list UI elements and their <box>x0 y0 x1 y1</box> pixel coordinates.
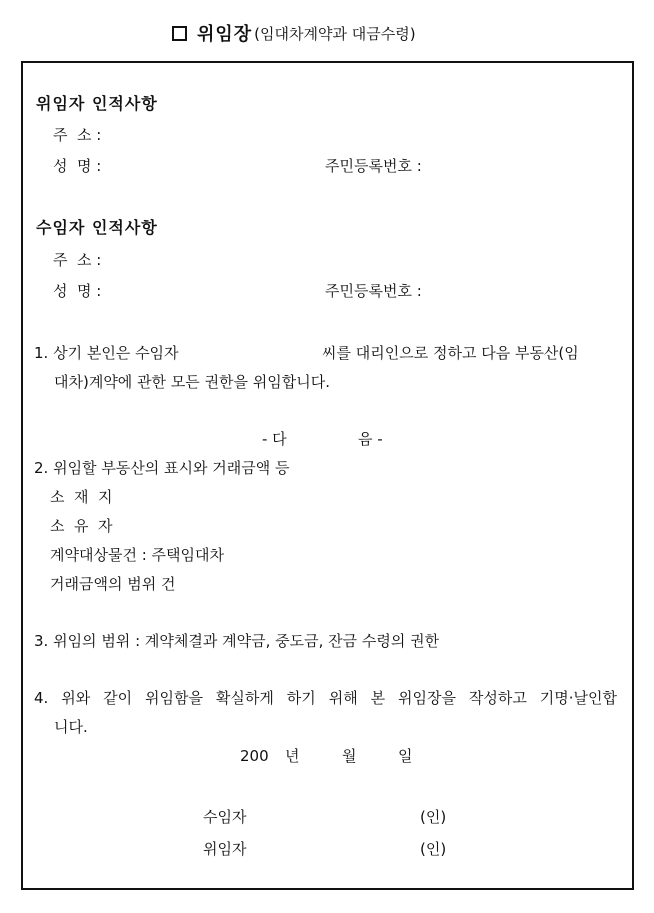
item3-text: 3. 위임의 범위 : 계약체결과 계약금, 중도금, 잔금 수령의 권한 <box>34 632 440 650</box>
signature-role-delegator: 위임자 <box>203 840 247 858</box>
date-year-unit: 년 <box>285 747 300 765</box>
item2-amount-range: 거래금액의 범위 건 <box>50 575 176 593</box>
item1-line1-part2: 씨를 대리인으로 정하고 다음 부동산(임 <box>322 344 579 362</box>
square-bullet-icon <box>172 26 187 41</box>
delegator-rrn-label: 주민등록번호 : <box>325 157 422 175</box>
signature-seal-delegate: (인) <box>420 808 447 826</box>
title-subtitle: (임대차계약과 대금수령) <box>254 24 416 43</box>
date-year: 200 <box>240 747 269 765</box>
item2-owner: 소 유 자 <box>50 517 113 535</box>
delegate-address-label: 주 소 : <box>53 251 102 269</box>
item1-line1-part1: 1. 상기 본인은 수임자 <box>34 344 179 362</box>
center-heading-left: - 다 <box>262 430 287 448</box>
item4-line2: 니다. <box>54 718 88 736</box>
title-main: 위임장 <box>197 24 253 45</box>
delegate-name-label: 성 명 : <box>53 282 102 300</box>
date-month-unit: 월 <box>342 747 357 765</box>
center-heading-right: 음 - <box>358 430 383 448</box>
delegator-address-label: 주 소 : <box>53 126 102 144</box>
item2-location: 소 재 지 <box>50 488 113 506</box>
delegator-heading: 위임자 인적사항 <box>36 94 158 113</box>
item4-line1: 4. 위와 같이 위임함을 확실하게 하기 위해 본 위임장을 작성하고 기명·날인합 <box>34 689 617 707</box>
item1-line2: 대차)계약에 관한 모든 권한을 위임합니다. <box>54 373 331 391</box>
item2-heading: 2. 위임할 부동산의 표시와 거래금액 등 <box>34 459 290 477</box>
delegator-name-label: 성 명 : <box>53 157 102 175</box>
date-day-unit: 일 <box>398 747 413 765</box>
item2-contract-object: 계약대상물건 : 주택임대차 <box>50 546 224 564</box>
delegate-rrn-label: 주민등록번호 : <box>325 282 422 300</box>
signature-role-delegate: 수임자 <box>203 808 247 826</box>
document-title <box>172 20 416 46</box>
delegate-heading: 수임자 인적사항 <box>36 218 158 237</box>
signature-seal-delegator: (인) <box>420 840 447 858</box>
